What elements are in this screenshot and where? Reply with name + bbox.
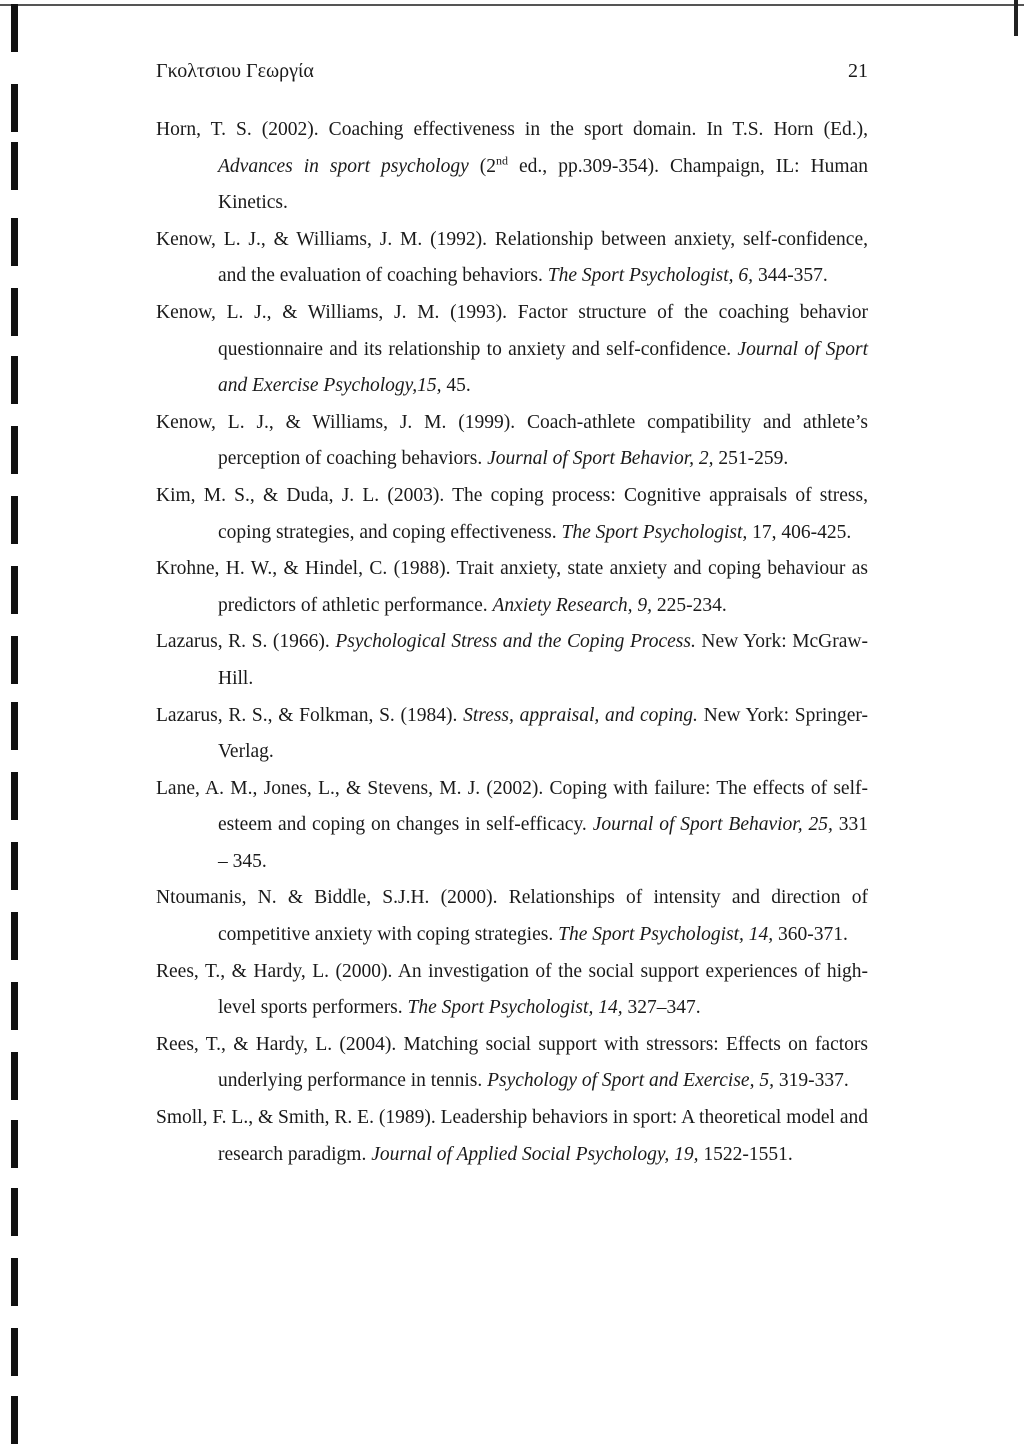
ref-text: Lazarus, R. S., & Folkman, S. (1984). — [156, 704, 464, 726]
ref-text: Horn, T. S. (2002). Coaching effectiveness in the sport domain. In T.S. Horn (Ed.), — [156, 119, 868, 140]
ref-text: 225-234. — [652, 594, 727, 616]
binder-mark — [11, 1396, 18, 1444]
ref-text: 360-371. — [773, 924, 848, 946]
ref-superscript: nd — [496, 153, 509, 168]
reference-entry — [156, 295, 868, 405]
ref-text: ed., pp.309-354). Champaign, IL: Human Kinetics. — [218, 155, 868, 214]
reference-entry — [156, 698, 868, 771]
binder-mark — [11, 288, 18, 336]
ref-text: 251-259. — [713, 448, 789, 470]
reference-entry — [156, 1027, 868, 1100]
ref-source: The Sport Psychologist, 14, — [558, 924, 774, 946]
ref-text: Krohne, H. W., & Hindel, C. (1988). Trait anxiety, state anxiety and coping behaviour as predictors of athletic performance. — [156, 558, 868, 616]
ref-text: 327–347. — [622, 997, 701, 1019]
binder-mark — [11, 356, 18, 404]
binder-mark — [11, 636, 18, 684]
scan-edge-mark — [1014, 0, 1018, 36]
ref-text: 45. — [441, 375, 471, 397]
binder-mark — [11, 4, 18, 52]
top-rule — [0, 4, 1024, 6]
binder-mark — [11, 912, 18, 960]
ref-source: Advances in sport psychology — [218, 155, 469, 177]
ref-source: The Sport Psychologist, — [561, 521, 748, 543]
reference-entry — [156, 222, 868, 295]
ref-text: Smoll, F. L., & Smith, R. E. (1989). Leadership behaviors in sport: A theoretical model and research paradigm. — [156, 1107, 868, 1165]
ref-text: 344-357. — [753, 265, 828, 287]
binder-mark — [11, 702, 18, 750]
ref-text: Rees, T., & Hardy, L. (2004). Matching social support with stressors: Effects on factors underlying performance in tennis. — [156, 1033, 868, 1092]
ref-text: Lane, A. M., Jones, L., & Stevens, M. J. (2002). Coping with failure: The effects of self-esteem and coping on changes in self-efficacy. — [156, 777, 868, 836]
binder-mark — [11, 566, 18, 614]
ref-source: The Sport Psychologist, 6, — [547, 265, 754, 287]
reference-entry — [156, 112, 868, 222]
ref-text: Ntoumanis, N. & Biddle, S.J.H. (2000). Relationships of intensity and direction of competitive anxiety with coping strategies. — [156, 887, 868, 946]
reference-entry — [156, 880, 868, 953]
reference-list — [156, 112, 868, 1173]
ref-text: Kenow, L. J., & Williams, J. M. (1992). Relationship between anxiety, self-confidence, and the evaluation of coaching behaviors. — [156, 228, 868, 287]
binder-mark — [11, 1120, 18, 1168]
ref-text: New York: Springer- Verlag. — [218, 704, 868, 763]
binder-mark — [11, 218, 18, 266]
reference-entry — [156, 624, 868, 697]
binder-mark — [11, 772, 18, 820]
ref-text: 17, 406-425. — [747, 521, 852, 543]
ref-text: 331 – 345. — [218, 814, 869, 872]
ref-text: Kenow, L. J., & Williams, J. M. (1993). Factor structure of the coaching behavior questionnaire and its relationship to anxiety and self-confidence. — [156, 301, 868, 360]
binder-mark — [11, 1258, 18, 1306]
ref-source: Anxiety Research, 9, — [492, 594, 653, 616]
ref-source: Psychology of Sport and Exercise, 5, — [487, 1070, 774, 1092]
ref-source: Journal of Applied Social Psychology, 19, — [371, 1143, 699, 1165]
reference-entry — [156, 1100, 868, 1173]
ref-text: Kenow, L. J., & Williams, J. M. (1999). Coach-athlete compatibility and athlete’s perception of coaching behaviors. — [156, 411, 868, 470]
reference-entry — [156, 405, 868, 478]
ref-text: 319-337. — [773, 1070, 849, 1092]
binder-mark — [11, 1188, 18, 1236]
binder-holes — [0, 0, 30, 1452]
binder-mark — [11, 84, 18, 132]
ref-text: New York: McGraw-Hill. — [218, 631, 868, 689]
ref-text: 1522-1551. — [698, 1143, 793, 1165]
binder-mark — [11, 1052, 18, 1100]
ref-source: Psychological Stress and the Coping Process. — [335, 631, 696, 653]
reference-entry — [156, 551, 868, 624]
binder-mark — [11, 142, 18, 190]
running-header — [156, 60, 868, 92]
reference-entry — [156, 478, 868, 551]
ref-source: The Sport Psychologist, 14, — [407, 997, 623, 1019]
ref-text: Lazarus, R. S. (1966). — [156, 631, 336, 653]
header-author: Γκολτσιου Γεωργία — [156, 60, 314, 82]
ref-text: Kim, M. S., & Duda, J. L. (2003). The coping process: Cognitive appraisals of stress, coping strategies, and coping effectiveness. — [156, 484, 868, 543]
page-number: 21 — [848, 60, 868, 82]
reference-entry — [156, 954, 868, 1027]
binder-mark — [11, 426, 18, 474]
ref-source: Journal of Sport Behavior, 2, — [487, 448, 714, 470]
binder-mark — [11, 1328, 18, 1376]
ref-source: Journal of Sport Behavior, 25, — [592, 814, 833, 836]
binder-mark — [11, 842, 18, 890]
ref-source: Journal of Sport and Exercise Psychology,15, — [218, 338, 868, 397]
binder-mark — [11, 982, 18, 1030]
ref-text: (2 — [468, 155, 497, 177]
ref-text: Rees, T., & Hardy, L. (2000). An investigation of the social support experiences of high-level sports performers. — [156, 960, 868, 1019]
binder-mark — [11, 496, 18, 544]
ref-source: Stress, appraisal, and coping. — [463, 704, 698, 726]
reference-entry — [156, 771, 868, 881]
